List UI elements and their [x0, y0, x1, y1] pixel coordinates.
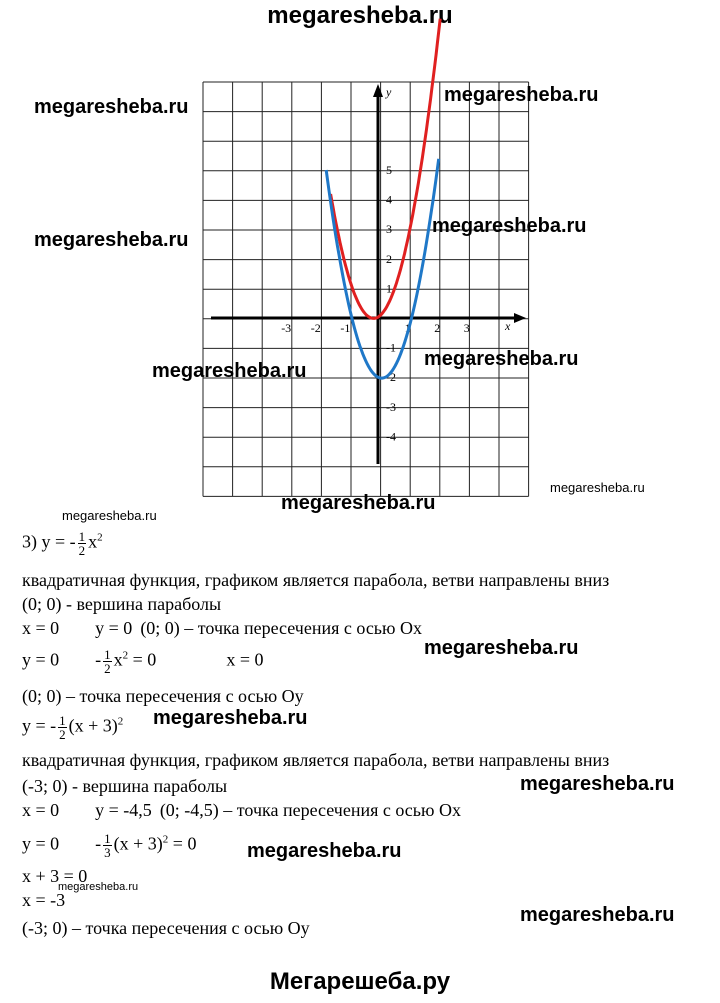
x-tick-label: 1	[404, 321, 411, 335]
watermark: megaresheba.ru	[281, 492, 436, 514]
equation-line: y = - $\frac{1}{2}$ $(x + 3)^2$	[22, 713, 124, 742]
watermark: megaresheba.ru	[34, 96, 189, 118]
text-line: x + 3 = 0	[22, 866, 88, 886]
equation-line: y = 0 - $\frac{1}{3}$ $(x + 3)^2 = 0$	[22, 831, 197, 860]
watermark: megaresheba.ru	[444, 84, 599, 106]
y-tick-label: 5	[386, 163, 392, 177]
x-tick-label: 2	[434, 321, 441, 335]
y-tick-label: -2	[386, 370, 396, 385]
watermark: megaresheba.ru	[424, 637, 579, 659]
y-tick-label: 4	[386, 192, 392, 207]
text-line: (0; 0) - вершина параболы	[22, 594, 222, 614]
text-line: x = -3	[22, 890, 66, 910]
watermark: megaresheba.ru	[62, 508, 157, 523]
y-axis-label: y	[386, 85, 392, 99]
text-line: x = 0 y = -4,5 (0; -4,5) – точка пересечения с осью Ox	[22, 800, 461, 820]
x-tick-label: -1	[340, 321, 351, 335]
x-axis-arrow	[514, 313, 526, 323]
watermark: megaresheba.ru	[247, 840, 402, 862]
x-tick-label: -2	[310, 321, 321, 335]
text-line: (-3; 0) - вершина параболы	[22, 776, 228, 796]
watermark: megaresheba.ru	[520, 773, 675, 795]
fraction: $\frac{1}{2}$	[78, 529, 86, 558]
parabola-curve-2	[326, 159, 439, 378]
y-tick-label: 2	[386, 251, 392, 266]
text-line: (-3; 0) – точка пересечения с осью Oy	[22, 918, 310, 938]
y-tick-label: -4	[386, 429, 396, 444]
watermark: megaresheba.ru	[520, 904, 675, 926]
watermark: megaresheba.ru	[153, 707, 308, 729]
equation-line: 3) y = - $\frac{1}{2}$ $x^2$	[22, 529, 103, 558]
equation-line: y = 0 - $\frac{1}{2}$ $x^2 = 0$ x = 0	[22, 647, 264, 676]
watermark: megaresheba.ru	[152, 360, 307, 382]
site-title: megaresheba.ru	[267, 2, 453, 29]
y-tick-label: 3	[386, 222, 392, 237]
text-line: квадратичная функция, графиком является парабола, ветви направлены вниз	[22, 570, 610, 590]
x-tick-label: -3	[281, 321, 292, 335]
watermark: megaresheba.ru	[550, 480, 645, 495]
footer-title: Мегарешеба.ру	[269, 968, 451, 995]
y-tick-label: -1	[386, 340, 396, 355]
x-tick-label: 3	[463, 321, 470, 335]
fraction: $\frac{1}{3}$	[104, 831, 111, 860]
x-axis-label: x	[505, 319, 511, 333]
y-tick-label: -3	[386, 399, 396, 414]
watermark: megaresheba.ru	[432, 215, 587, 237]
watermark: megaresheba.ru	[424, 348, 579, 370]
text-line: квадратичная функция, графиком является парабола, ветви направлены вниз	[22, 750, 610, 770]
graph-ticks	[281, 163, 470, 443]
text-line: x = 0 y = 0 (0; 0) – точка пересечения с осью Ox	[22, 618, 422, 638]
y-axis-arrow	[373, 84, 383, 97]
fraction: $\frac{1}{2}$	[59, 713, 66, 742]
watermark: megaresheba.ru	[34, 229, 189, 251]
fraction: $\frac{1}{2}$	[104, 647, 111, 676]
y-tick-label: 1	[386, 281, 392, 296]
watermark: megaresheba.ru	[58, 881, 139, 893]
graph-grid	[203, 82, 529, 496]
text-line: (0; 0) – точка пересечения с осью Oy	[22, 686, 304, 706]
